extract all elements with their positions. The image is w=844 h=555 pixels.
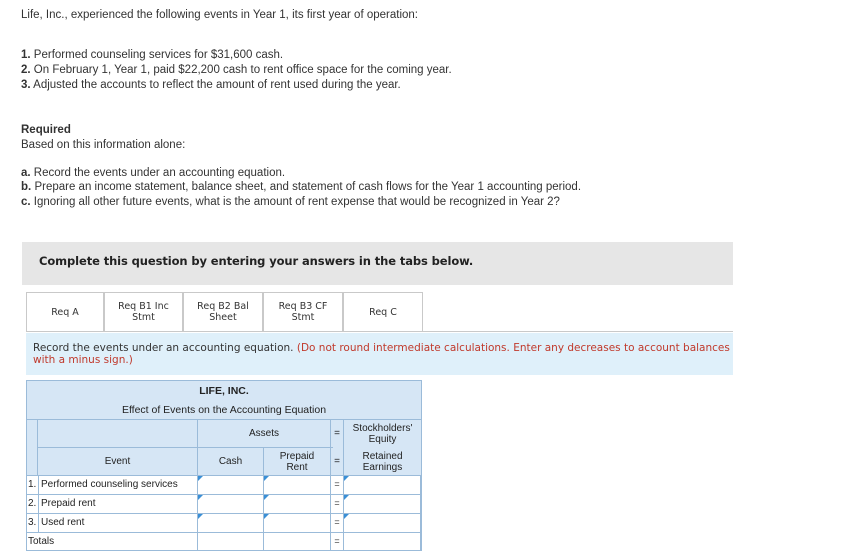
tab-divider <box>26 331 733 332</box>
tab-req-b1-inc-stmt[interactable]: Req B1 Inc Stmt <box>104 292 183 332</box>
tab-req-c[interactable]: Req C <box>343 292 423 332</box>
row-1-retained-earnings-input[interactable] <box>343 475 421 495</box>
equals-sign-header: = <box>334 428 340 439</box>
equity-header: Stockholders' Equity <box>352 422 413 445</box>
row-3-equals: = <box>334 517 340 527</box>
event-3-number: 3. <box>21 79 31 91</box>
equals-sign-col: = <box>334 456 340 467</box>
cash-column-header: Cash <box>218 456 243 467</box>
tab-req-a[interactable]: Req A <box>26 292 104 332</box>
row-3-retained-earnings-input[interactable] <box>343 513 421 533</box>
event-2 <box>21 63 452 77</box>
row-2-label: Prepaid rent <box>41 498 96 509</box>
table-title: Effect of Events on the Accounting Equation <box>121 404 327 416</box>
totals-equals: = <box>334 536 340 546</box>
event-2-text: On February 1, Year 1, paid $22,200 cash to rent office space for the coming year. <box>33 64 452 76</box>
required-item-c <box>21 195 560 209</box>
accounting-equation-table <box>26 380 422 551</box>
row-3-number: 3. <box>28 517 37 528</box>
row-2-number: 2. <box>28 498 37 509</box>
banner-text: Complete this question by entering your answers in the tabs below. <box>39 254 474 268</box>
company-name: LIFE, INC. <box>199 385 249 397</box>
row-3-cash-input[interactable] <box>197 513 264 533</box>
instruction-box <box>26 333 733 375</box>
row-number-separator <box>38 476 39 532</box>
requirement-tabs <box>26 292 423 332</box>
totals-prepaid-rent-output <box>263 532 331 551</box>
row-1-prepaid-rent-input[interactable] <box>263 475 331 495</box>
row-3-prepaid-rent-input[interactable] <box>263 513 331 533</box>
row-1-cash-input[interactable] <box>197 475 264 495</box>
row-1-number: 1. <box>28 479 37 490</box>
required-item-b <box>21 180 581 194</box>
instructions-banner <box>22 242 733 285</box>
assets-header: Assets <box>248 428 279 439</box>
required-item-a-text: Record the events under an accounting equation. <box>33 167 286 179</box>
row-1-label: Performed counseling services <box>41 479 178 490</box>
event-1-number: 1. <box>21 49 31 61</box>
row-2-cash-input[interactable] <box>197 494 264 514</box>
required-item-b-letter: b. <box>21 181 32 193</box>
totals-retained-earnings-output <box>343 532 421 551</box>
required-item-c-letter: c. <box>21 196 31 208</box>
required-item-a <box>21 166 285 180</box>
tab-req-b2-bal-sheet[interactable]: Req B2 Bal Sheet <box>183 292 263 332</box>
totals-cash-output <box>197 532 264 551</box>
required-item-b-text: Prepare an income statement, balance sheet, and statement of cash flows for the Year 1 accounting period. <box>34 181 582 193</box>
row-3-label: Used rent <box>41 517 85 528</box>
retained-earnings-column-header: Retained Earnings <box>362 450 403 473</box>
required-item-c-text: Ignoring all other future events, what is the amount of rent expense that would be recognized in Year 2? <box>33 196 560 208</box>
event-column-header: Event <box>104 456 131 467</box>
event-1 <box>21 48 283 62</box>
event-1-text: Performed counseling services for $31,600 cash. <box>33 49 284 61</box>
instruction-note: (Do not round intermediate calculations. Enter any decreases to account balances with a minus sign.) <box>33 342 730 366</box>
required-item-a-letter: a. <box>21 167 31 179</box>
row-2-prepaid-rent-input[interactable] <box>263 494 331 514</box>
intro-text: Life, Inc., experienced the following events in Year 1, its first year of operation: <box>21 9 418 21</box>
row-2-equals: = <box>334 498 340 508</box>
required-subtitle: Based on this information alone: <box>21 139 186 151</box>
row-2-retained-earnings-input[interactable] <box>343 494 421 514</box>
event-2-number: 2. <box>21 64 31 76</box>
prepaid-rent-column-header: Prepaid Rent <box>279 450 315 473</box>
instruction-main: Record the events under an accounting equation. <box>33 342 294 354</box>
event-3 <box>21 78 401 92</box>
row-1-equals: = <box>334 479 340 489</box>
event-3-text: Adjusted the accounts to reflect the amount of rent used during the year. <box>33 79 401 91</box>
tab-req-b3-cf-stmt[interactable]: Req B3 CF Stmt <box>263 292 343 332</box>
required-heading: Required <box>21 124 71 136</box>
totals-label: Totals <box>28 536 55 547</box>
